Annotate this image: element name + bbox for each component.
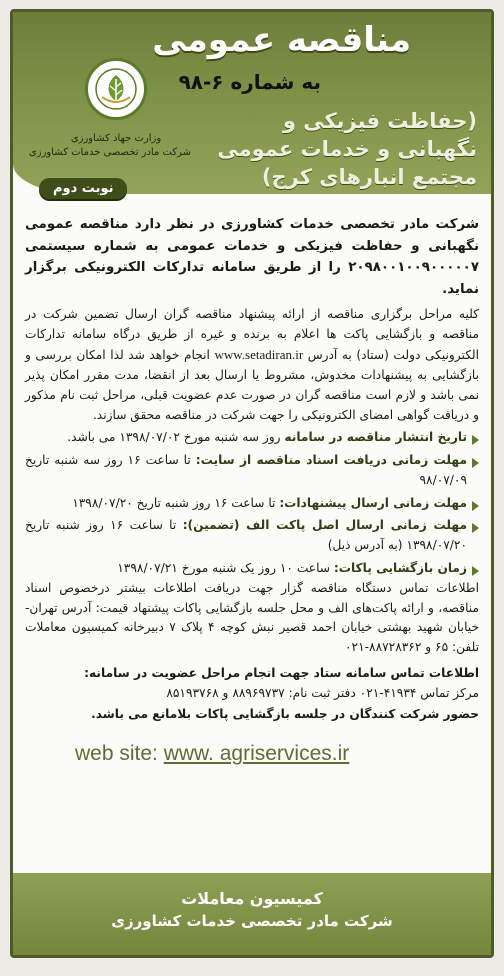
item-text: تا ساعت ۱۶ روز شنبه تاریخ ۱۳۹۸/۰۷/۲۰ (به آدرس ذیل) <box>25 518 467 553</box>
logo-caption <box>28 132 191 159</box>
jahad-keshavarzi-emblem-icon <box>85 58 147 120</box>
page-title: مناقصه عمومی <box>152 20 411 60</box>
subject-line-3: مجتمع انبارهای کرج) <box>261 165 477 189</box>
tender-number: به شماره ۶-۹۸ <box>178 70 321 94</box>
header-banner <box>13 12 491 194</box>
procedure-text-before: کلیه مراحل برگزاری مناقصه از ارائه پیشنهاد مناقصه گران ارسال تضمین شرکت در مناقصه و بازگشایی پاکت ها اعلام به برنده و غیره از طریق درگاه سامانه تدارکات الکترونیکی دولت (ستاد) به آدرس <box>25 306 480 363</box>
deadline-item-documents <box>25 451 479 491</box>
tender-advertisement <box>10 9 494 958</box>
procedure-paragraph <box>25 305 479 426</box>
contact-info: اطلاعات تماس دستگاه مناقصه گزار جهت دریافت اطلاعات بیشتر درخصوص اسناد مناقصه، و ارائه پاکت‌های الف و محل جلسه بازگشایی پاکات پیشنهاد قیمت: آدرس تهران- خیابان شهید بهشتی خیابان احمد قصیر نبش کوچه ۴ پلاک ۷ دبیرخانه کمیسیون معاملات تلفن: ۶۵ و ۸۸۷۲۸۳۶۲-۰۲۱ <box>25 580 479 655</box>
company-name: شرکت مادر تخصصی خدمات کشاورزی <box>28 146 191 158</box>
intro-text-after: را از طریق سامانه تدارکات الکترونیکی برگزار نماید. <box>25 260 479 298</box>
footer-company: شرکت مادر تخصصی خدمات کشاورزی <box>111 912 393 930</box>
website-line <box>25 737 479 771</box>
bullet-arrow-icon <box>472 566 479 576</box>
bullet-arrow-icon <box>472 458 479 468</box>
subject-line-2: نگهبانی و خدمات عمومی <box>217 137 477 161</box>
item-label: تاریخ انتشار مناقصه در سامانه <box>284 430 467 445</box>
item-label: مهلت زمانی ارسال اصل پاکت الف (تضمین): <box>182 518 467 533</box>
footer-commission: کمیسیون معاملات <box>181 889 323 908</box>
item-label: مهلت زمانی دریافت اسناد مناقصه از سایت: <box>195 453 467 468</box>
ministry-name: وزارت جهاد کشاورزی <box>70 133 162 144</box>
bullet-arrow-icon <box>472 435 479 445</box>
second-round-badge: نوبت دوم <box>39 178 127 199</box>
deadline-item-opening <box>25 559 479 579</box>
item-label: زمان بازگشایی پاکات: <box>333 561 467 575</box>
item-text: تا ساعت ۱۶ روز سه شنبه تاریخ ۹۸/۰۷/۰۹ <box>25 453 467 487</box>
setad-contact-title: اطلاعات تماس سامانه ستاد جهت انجام مراحل عضویت در سامانه: <box>84 665 479 680</box>
procedure-text-after: انجام خواهد شد لذا امکان بررسی و بازگشایی به پیشنهادات مخدوش، مشروط یا ارسال بعد از انقضا، مدت مقرر امکان پذیر نمی باشد و لازم است مناقصه گران در صورت عدم عضویت قبلی، مراحل ثبت نام مذکور و دریافت گواهی امضای الکترونیکی را جهت شرکت در مناقصه محقق سازند. <box>25 348 479 422</box>
website-link[interactable]: www. agriservices.ir <box>163 742 350 766</box>
setad-url-link[interactable]: www.setadiran.ir <box>214 347 304 363</box>
item-text: روز سه شنبه مورخ ۱۳۹۸/۰۷/۰۲ می باشد. <box>67 430 281 445</box>
item-text: تا ساعت ۱۶ روز شنبه تاریخ ۱۳۹۸/۰۷/۲۰ <box>72 495 276 510</box>
item-text: ساعت ۱۰ روز یک شنبه مورخ ۱۳۹۸/۰۷/۲۱ <box>117 561 331 575</box>
announcement-body <box>13 194 491 771</box>
bullet-arrow-icon <box>472 501 479 511</box>
footer-banner <box>13 873 491 955</box>
setad-contact: مرکز تماس ۴۱۹۳۴-۰۲۱ دفتر ثبت نام: ۸۸۹۶۹۷۳۷ و ۸۵۱۹۳۷۶۸ <box>166 685 479 700</box>
deadline-item-publish <box>25 428 479 448</box>
system-code: ۲۰۹۸۰۰۱۰۰۹۰۰۰۰۰۷ <box>348 260 479 276</box>
bullet-arrow-icon <box>472 523 479 533</box>
organization-logo-block <box>28 58 191 170</box>
item-label: مهلت زمانی ارسال پیشنهادات: <box>279 495 467 510</box>
intro-text-before: شرکت مادر تخصصی خدمات کشاورزی در نظر دارد مناقصه عمومی نگهبانی و حفاظت فیزیکی و خدمات عمومی به شماره سیستمی <box>25 217 479 254</box>
website-prefix: web site: <box>75 742 158 766</box>
attendance-note: حضور شرکت کنندگان در جلسه بازگشایی پاکات بلامانع می باشد. <box>91 707 479 722</box>
subject-line-1: (حفاظت فیزیکی و <box>282 109 477 133</box>
deadline-item-guarantee <box>25 516 479 556</box>
deadline-item-proposals <box>25 494 479 514</box>
intro-paragraph <box>25 214 479 301</box>
